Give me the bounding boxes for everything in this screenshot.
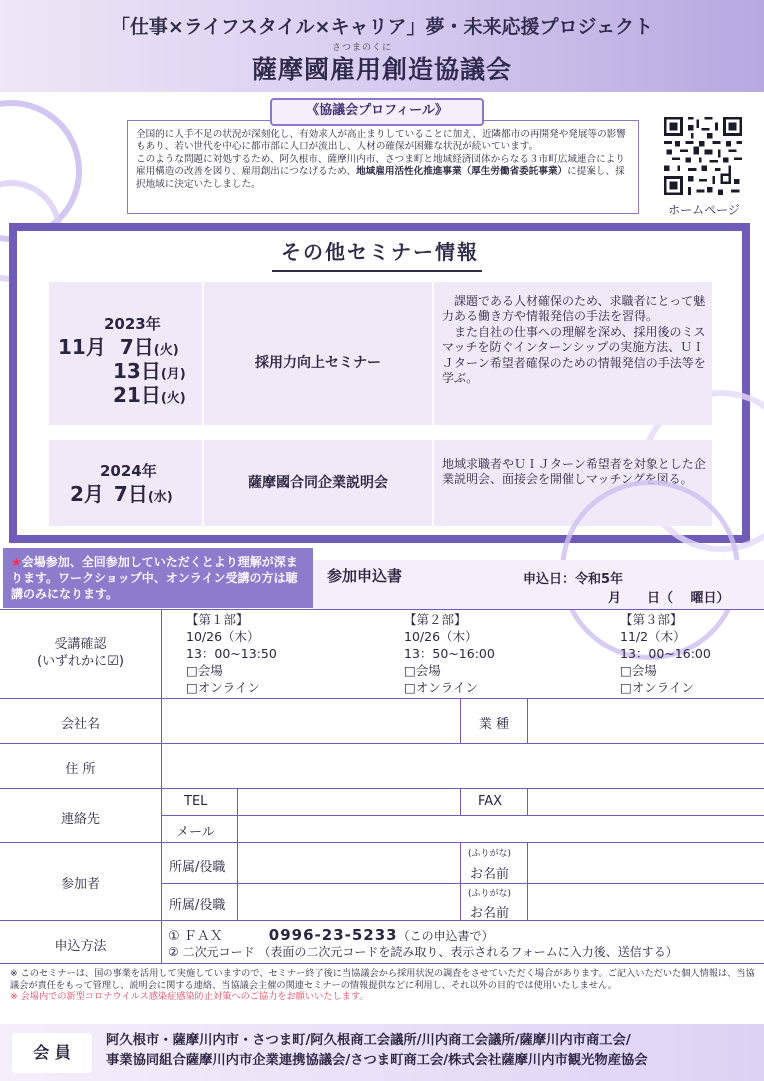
part-2-venue-checkbox[interactable]: □会場 [404,663,441,678]
part-1-options: 【第１部】 10/26（木） 13：00~13:50 □会場 □オンライン [186,612,277,695]
part-2-online-checkbox[interactable]: □オンライン [404,680,478,695]
participant-label: 参加者 [60,877,100,892]
form-line [0,963,764,964]
form-line [0,609,764,610]
attendance-label: 受講確認 (いずれかに☑) [37,637,124,669]
part-3-options: 【第３部】 11/2（木） 13：00~16:00 □会場 □オンライン [620,612,711,695]
form-line [460,842,461,920]
contact-label: 連絡先 [60,812,100,827]
position-field-1[interactable] [238,843,460,883]
privacy-note: ※ このセミナーは、国の事業を活用して実施していますので、セミナー終了後に当協議会から採用状況の調査をさせていただく場合があります。ご記入いただいた個人情報は、当協議会が責任をもって管理し、説明会に関する連絡、当協議会主催の関連セミナーの情報提供などに利用し、それ以外の目的では使用いたしません。 [10,968,755,991]
address-label: 住 所 [65,762,96,777]
position-field-2[interactable] [238,884,460,920]
industry-label: 業 種 [478,717,510,732]
name-field-1[interactable] [528,843,764,883]
furigana-label: (ふりがな) [468,889,512,899]
industry-field[interactable] [528,699,764,743]
form-line [460,788,461,815]
project-name: 地域雇用活性化推進事業（厚生労働省委託事業） [356,166,568,178]
method-label: 申込方法 [54,939,107,954]
apply-date-fields[interactable]: 月 日（ 曜日） [608,591,730,606]
seminar-section-title: その他セミナー情報 [281,240,479,264]
row-divider [432,440,434,526]
seminar-date: 21日(火) [113,383,186,407]
seminar-description: 地域求職者やＵＩＪターン希望者を対象とした企業説明会、面接会を開催しマッチングを図る。 [442,457,706,487]
apply-date-label: 申込日：令和5年 [523,572,624,587]
mail-field[interactable] [238,816,764,842]
mail-label: メール [176,825,215,840]
part-3-venue-checkbox[interactable]: □会場 [620,663,657,678]
page-title: 薩摩國雇用創造協議会 [251,55,512,84]
part-1-venue-checkbox[interactable]: □会場 [186,663,223,678]
position-label: 所属/役職 [169,898,226,913]
qr-code-icon[interactable] [664,117,742,195]
tel-label: TEL [184,794,208,809]
part-1-online-checkbox[interactable]: □オンライン [186,680,260,695]
homepage-label: ホームページ [668,203,740,217]
seminar-year: 2024年 [100,462,157,480]
part-2-options: 【第２部】 10/26（木） 13：50~16:00 □会場 □オンライン [404,612,495,695]
position-label: 所属/役職 [169,860,226,875]
part-3-online-checkbox[interactable]: □オンライン [620,680,694,695]
seminar-name: 薩摩國合同企業説明会 [248,475,388,491]
name-label: お名前 [470,906,510,921]
fax-number: 0996-23-5233 [268,926,398,944]
profile-paragraph-1: 全国的に人手不足の状況が深刻化し、有効求人が高止まりしていることに加え、近隣都市の再開発や発展等の影響もあり、若い世代を中心に都市部に人口が流出し、人材の確保が困難な状況が続いています。 [136,129,626,153]
title-underline [272,270,482,272]
name-label: お名前 [470,867,510,882]
profile-text-box [127,120,639,214]
participation-notice: ★会場参加、全回参加していただくとより理解が深まります。ワークショップ中、オンライン受講の方は聴講のみになります。 [3,548,313,608]
qr-method: ② 二次元コード （表面の二次元コードを読み取り、表示されるフォームに入力後、送信する） [168,945,678,959]
footer-notes [10,968,758,1003]
company-label: 会社名 [60,717,100,732]
seminar-date: 13日(月) [113,359,186,383]
seminar-date: 11月 7日(火) [58,335,179,359]
fax-field[interactable] [528,789,764,815]
tel-field[interactable] [238,789,460,815]
form-line [0,920,764,921]
seminar-year: 2023年 [104,315,161,333]
fax-label: FAX [478,794,503,809]
members-list: 阿久根市・薩摩川内市・さつま町/阿久根商工会議所/川内商工会議所/薩摩川内市商工会/ 事業協同組合薩摩川内市企業連携協議会/さつま町商工会/株式会社薩摩川内市観光物産協会 [106,1033,648,1068]
name-field-2[interactable] [528,884,764,920]
profile-heading: 《協議会プロフィール》 [270,98,484,126]
furigana-label: (ふりがな) [468,849,512,859]
title-ruby: さつまのくに [331,43,392,53]
profile-paragraph-2: このような問題に対処するため、阿久根市、薩摩川内市、さつま町と地域経済団体からなる３市町広域連合により雇用構造の改善を図り、雇用創出につなげるため、地域雇用活性化推進事業（厚生労働省委託事業）に提案し、採択地域に決定いたしました。 [136,153,625,190]
covid-note: ※ 会場内での新型コロナウイルス感染症感染防止対策へのご協力をお願いいたします。 [10,991,369,1003]
address-field[interactable] [162,744,764,788]
fax-method: ① ＦＡＸ 0996-23-5233（この申込書で） [168,926,494,944]
seminar-date: 2月 7日(水) [70,482,173,506]
company-field[interactable] [162,699,460,743]
members-label: 会 員 [12,1033,92,1073]
project-subtitle: 「仕事×ライフスタイル×キャリア」夢・未来応援プロジェクト [110,16,654,38]
row-divider [432,282,434,425]
seminar-name: 採用力向上セミナー [255,355,381,371]
form-title: 参加申込書 [327,567,403,585]
seminar-description: 課題である人材確保のため、求職者にとって魅力ある働き方や情報発信の手法を習得。 また自社の仕事への理解を深め、採用後のミスマッチを防ぐインターンシップの実施方法、ＵＩＪターン希望者確保のための情報発信の手法等を学ぶ。 [442,294,706,386]
